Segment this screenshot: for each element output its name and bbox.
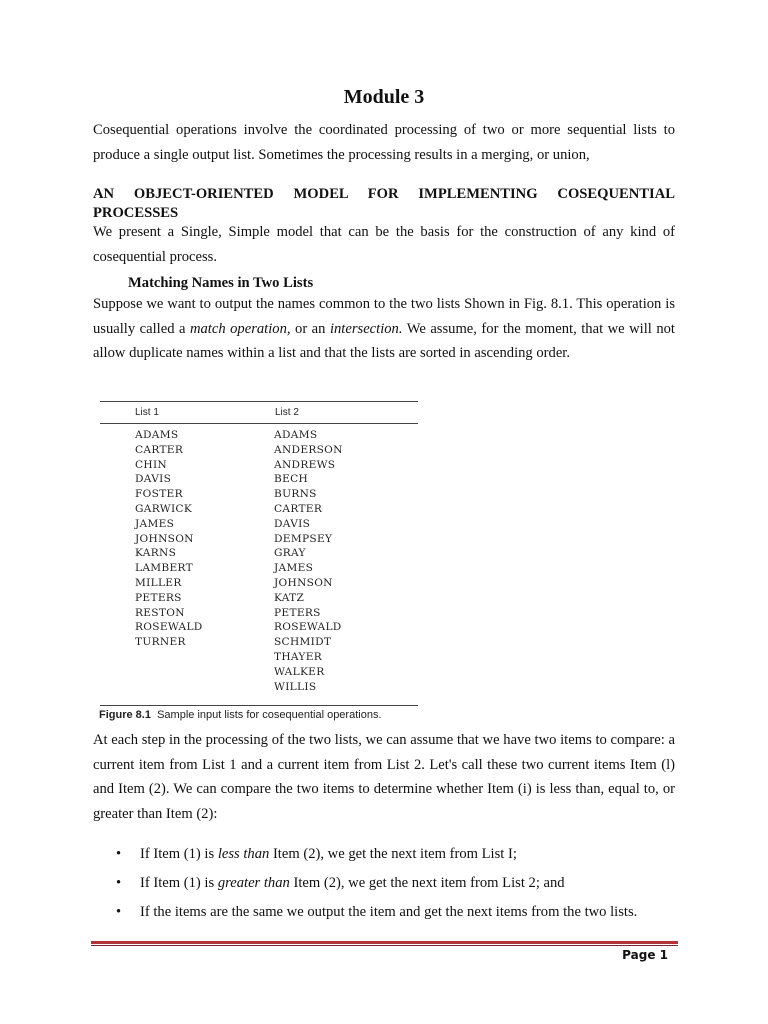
intro-paragraph: Cosequential operations involve the coordinated processing of two or more sequential lists to produce a single output list. Sometimes the processing results in a merging, or union, <box>93 122 675 163</box>
bullet-dot-icon: • <box>116 875 122 891</box>
bullet-text-end: Item (2), we get the next item from List I; <box>269 846 517 862</box>
list2-item: ROSEWALD <box>274 621 342 634</box>
list2-item: THAYER <box>274 650 323 663</box>
subsection-text-2: or an <box>290 320 330 337</box>
list2-column <box>274 428 343 694</box>
subsection-em-2: intersection. <box>329 320 403 337</box>
list1-column <box>135 428 203 650</box>
list2-item: ANDREWS <box>274 458 336 471</box>
figure-bottom-rule <box>100 705 418 706</box>
list1-item: RESTON <box>135 606 185 619</box>
list2-item: SCHMIDT <box>274 636 332 649</box>
figure-8-1 <box>95 398 425 724</box>
bullet-dot-icon: • <box>116 904 122 920</box>
list2-item: JOHNSON <box>274 576 333 589</box>
list2-item: GRAY <box>274 547 306 560</box>
list2-item: WILLIS <box>274 680 317 693</box>
compare-paragraph: At each step in the processing of the two lists, we can assume that we have two items to compare: a current item from List 1 and a current item from List 2. Let's call these two current items Item (l) and Item (2). We can compare the two items to determine whether Item (i) is less than, equal to, or greater than Item (2): <box>93 732 675 822</box>
bullet-text-end: Item (2), we get the next item from List 2; and <box>289 875 565 891</box>
list1-item: PETERS <box>135 591 182 604</box>
list2-item: PETERS <box>274 606 321 619</box>
subsection-em-1: match operation, <box>189 320 291 337</box>
list1-item: FOSTER <box>135 488 183 501</box>
list1-item: MILLER <box>135 576 182 589</box>
list1-item: ADAMS <box>135 429 179 441</box>
list2-item: DAVIS <box>274 517 311 530</box>
subsection-heading: Matching Names in Two Lists <box>128 275 314 291</box>
list2-item: BECH <box>274 473 309 486</box>
bullet-item <box>116 902 676 931</box>
bullet-item <box>116 844 676 873</box>
list1-item: GARWICK <box>135 502 193 515</box>
page-number: Page 1 <box>622 948 668 962</box>
list1-item: KARNS <box>135 547 177 560</box>
list2-item: ANDERSON <box>274 443 343 456</box>
list2-item: BURNS <box>274 488 317 501</box>
section-heading: AN OBJECT-ORIENTED MODEL FOR IMPLEMENTING COSEQUENTIAL PROCESSES <box>93 186 675 221</box>
bullet-text: If Item (1) is <box>140 846 218 862</box>
list1-item: JOHNSON <box>135 532 194 545</box>
figure-header-rule <box>100 423 418 424</box>
section-paragraph: We present a Single, Simple model that can be the basis for the construction of any kind of cosequential process. <box>93 224 675 265</box>
figure-caption-text: Sample input lists for cosequential operations. <box>157 709 382 721</box>
bullet-list <box>116 844 676 931</box>
list1-item: DAVIS <box>135 473 172 486</box>
subsection-text-3: We assume, for the moment, that we will not allow duplicate names within a list and that the lists are sorted in ascending order. <box>93 320 675 361</box>
list2-item: CARTER <box>274 502 323 515</box>
list1-item: CHIN <box>135 458 167 471</box>
list1-item: LAMBERT <box>135 562 194 575</box>
list2-item: DEMPSEY <box>274 532 333 545</box>
list2-item: KATZ <box>274 591 305 604</box>
list1-header: List 1 <box>135 407 159 418</box>
list1-item: JAMES <box>135 517 175 530</box>
list1-item: TURNER <box>135 636 186 649</box>
list1-item: CARTER <box>135 443 184 456</box>
bullet-text: If the items are the same we output the item and get the next items from the two lists. <box>140 904 638 920</box>
footer-rule-thin <box>91 945 678 946</box>
subsection-text-1: Suppose we want to output the names common to the two lists Shown in Fig. 8.1. This operation is usually called a <box>93 296 675 337</box>
subsection-paragraph <box>93 292 675 366</box>
list2-item: WALKER <box>274 665 325 678</box>
list2-header: List 2 <box>275 407 299 418</box>
bullet-dot-icon: • <box>116 846 122 862</box>
list2-item: JAMES <box>274 562 314 575</box>
figure-top-rule <box>100 401 418 402</box>
bullet-text: If Item (1) is <box>140 875 218 891</box>
figure-caption <box>99 709 382 721</box>
list1-item: ROSEWALD <box>135 621 203 634</box>
footer-rule <box>91 941 678 944</box>
page-title: Module 3 <box>343 86 425 108</box>
bullet-emphasis: greater than <box>217 875 290 891</box>
bullet-emphasis: less than <box>217 846 270 862</box>
bullet-item <box>116 873 676 902</box>
figure-caption-label: Figure 8.1 <box>99 709 151 721</box>
list2-item: ADAMS <box>274 429 318 441</box>
